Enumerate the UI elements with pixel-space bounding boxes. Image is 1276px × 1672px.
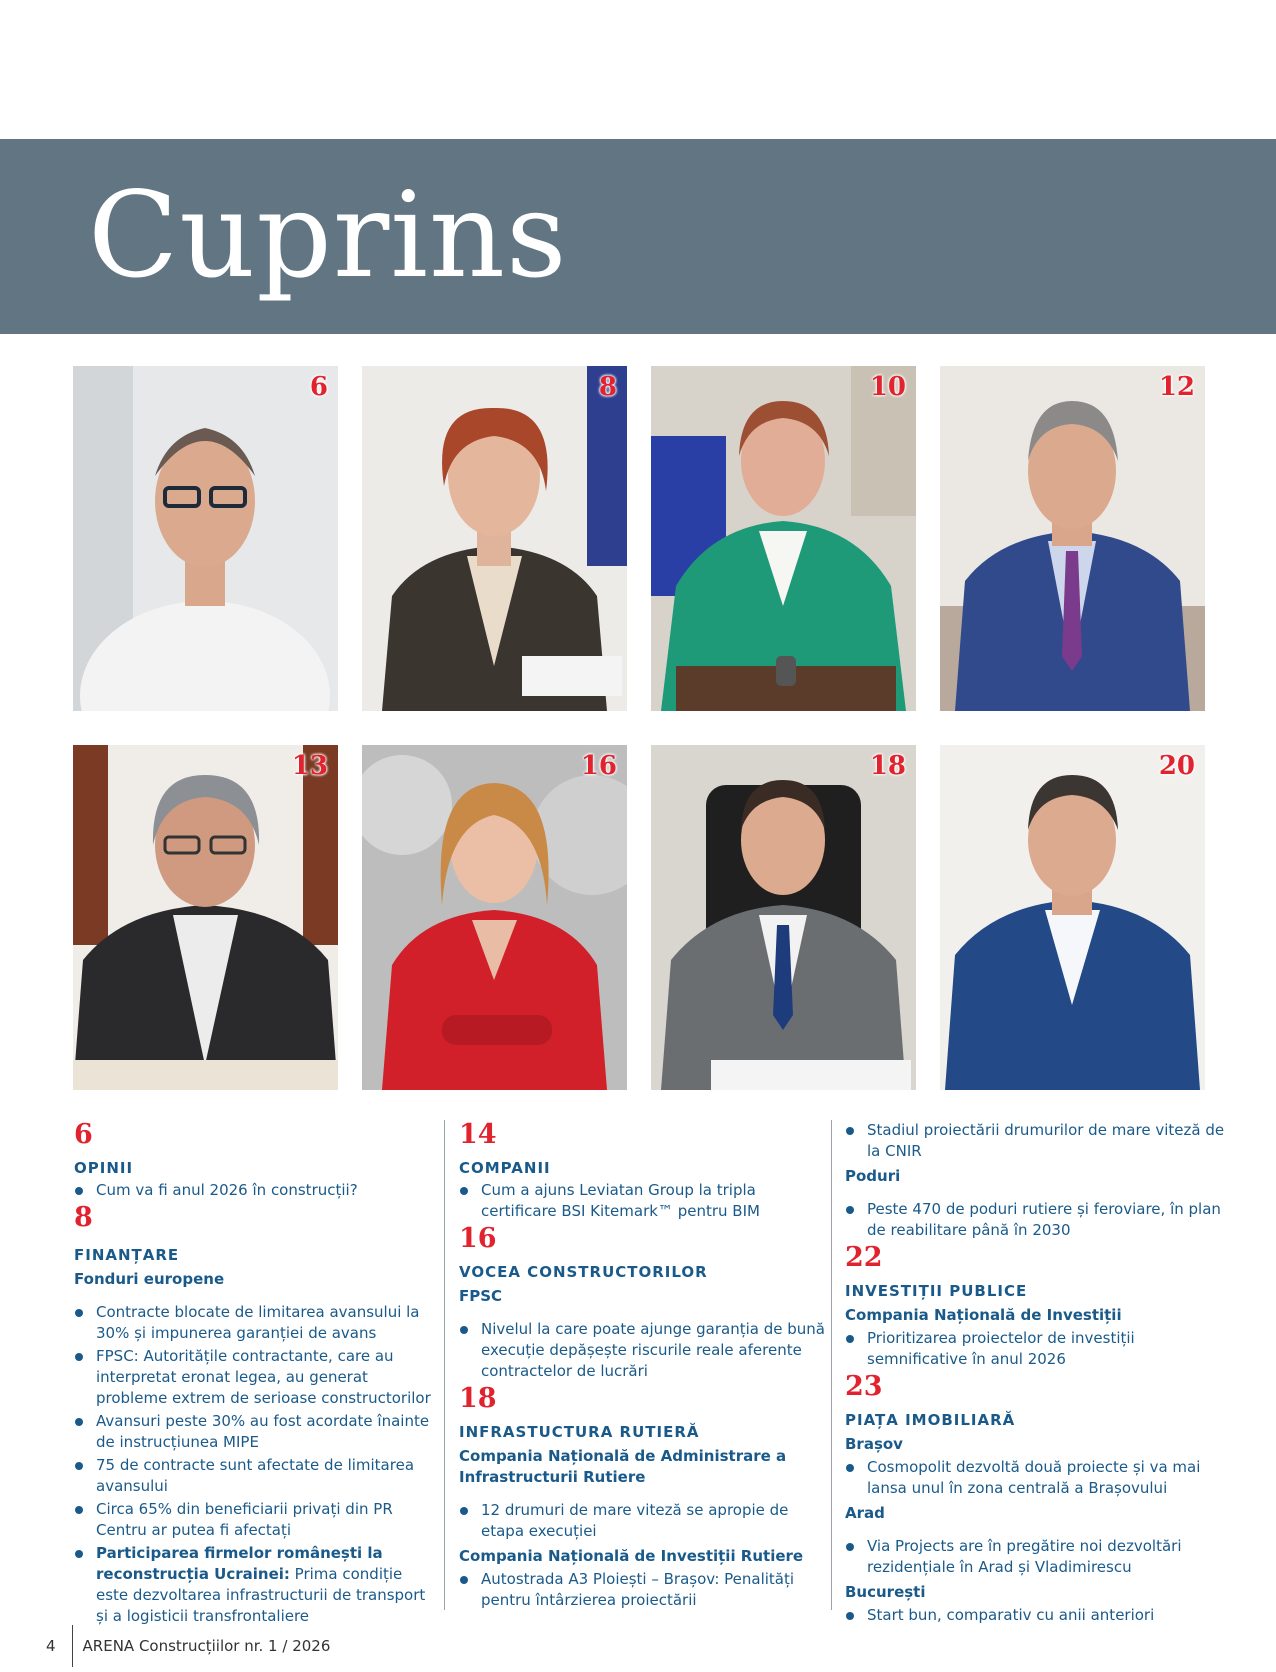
toc-column-1: [74, 1118, 434, 1627]
toc-entry[interactable]: Stadiul proiectării drumurilor de mare viteză de la CNIR: [845, 1120, 1225, 1162]
toc-entry[interactable]: 75 de contracte sunt afectate de limitarea avansului: [74, 1455, 434, 1497]
subsection-title: Compania Națională de Investiții Rutiere: [459, 1547, 804, 1565]
photo-page-number: 13: [291, 751, 328, 781]
title-banner: [0, 139, 1276, 334]
toc-entry[interactable]: Cum va fi anul 2026 în construcții?: [74, 1180, 434, 1201]
photo-page-number: 6: [309, 372, 328, 402]
portrait-photo-1[interactable]: [73, 366, 338, 711]
section-page-number: 16: [459, 1223, 497, 1254]
portrait-photo-3[interactable]: [651, 366, 916, 711]
portrait-image: [362, 745, 627, 1090]
photo-page-number: 12: [1158, 372, 1195, 402]
photo-page-number: 20: [1158, 751, 1195, 781]
section-title[interactable]: PIAȚA IMOBILIARĂ: [845, 1411, 1016, 1429]
section-title[interactable]: INFRASTUCTURA RUTIERĂ: [459, 1423, 700, 1441]
toc-entry[interactable]: Prioritizarea proiectelor de investiții semnificative în anul 2026: [845, 1328, 1225, 1370]
portrait-photo-4[interactable]: [940, 366, 1205, 711]
section-page-number: 14: [459, 1119, 497, 1150]
portrait-image: [651, 745, 916, 1090]
portrait-photo-8[interactable]: [940, 745, 1205, 1090]
toc-entry-text: Prima condiție este dezvoltarea infrastructurii de transport și a logisticii transfrontaliere: [96, 1565, 426, 1625]
portrait-image: [73, 366, 338, 711]
subsection-title: Arad: [845, 1504, 885, 1522]
section-page-number: 23: [845, 1371, 883, 1402]
subsection-title: FPSC: [459, 1287, 503, 1305]
section-page-number: 8: [74, 1202, 93, 1233]
page-title: Cuprins: [88, 166, 568, 304]
subsection-title: Brașov: [845, 1435, 903, 1453]
toc-entry[interactable]: Peste 470 de poduri rutiere și feroviare, în plan de reabilitare până în 2030: [845, 1199, 1225, 1241]
toc-entry[interactable]: 12 drumuri de mare viteză se apropie de etapa execuției: [459, 1500, 829, 1542]
column-divider: [444, 1120, 445, 1610]
toc-entry[interactable]: Nivelul la care poate ajunge garanția de bună execuție depășește riscurile reale aferente contractelor de lucrări: [459, 1319, 829, 1382]
section-title[interactable]: FINANȚARE: [74, 1246, 180, 1264]
portrait-image: [73, 745, 338, 1090]
magazine-issue: ARENA Construcțiilor nr. 1 / 2026: [82, 1637, 331, 1655]
section-title[interactable]: VOCEA CONSTRUCTORILOR: [459, 1263, 708, 1281]
portrait-image: [651, 366, 916, 711]
toc-entry[interactable]: Avansuri peste 30% au fost acordate înainte de instrucțiunea MIPE: [74, 1411, 434, 1453]
section-page-number: 18: [459, 1383, 497, 1414]
subsection-title: Compania Națională de Administrare a Infrastructurii Rutiere: [459, 1447, 787, 1486]
portrait-image: [940, 366, 1205, 711]
subsection-title: Fonduri europene: [74, 1270, 225, 1288]
portrait-photo-5[interactable]: [73, 745, 338, 1090]
toc-column-2: [459, 1118, 829, 1611]
portrait-image: [362, 366, 627, 711]
toc-entry[interactable]: Cum a ajuns Leviatan Group la tripla certificare BSI Kitemark™ pentru BIM: [459, 1180, 829, 1222]
photo-page-number: 16: [580, 751, 617, 781]
section-page-number: 22: [845, 1242, 883, 1273]
portrait-image: [940, 745, 1205, 1090]
toc-entry[interactable]: Circa 65% din beneficiarii privați din PR Centru ar putea fi afectați: [74, 1499, 434, 1541]
toc-entry[interactable]: Autostrada A3 Ploiești – Brașov: Penalități pentru întârzierea proiectării: [459, 1569, 829, 1611]
portrait-photo-7[interactable]: [651, 745, 916, 1090]
toc-entry[interactable]: Cosmopolit dezvoltă două proiecte și va mai lansa unul în zona centrală a Brașovului: [845, 1457, 1225, 1499]
footer-divider: [72, 1625, 73, 1667]
section-title[interactable]: COMPANII: [459, 1159, 551, 1177]
toc-entry[interactable]: Start bun, comparativ cu anii anteriori: [845, 1605, 1225, 1626]
toc-entry[interactable]: [74, 1543, 434, 1627]
toc-entry[interactable]: FPSC: Autoritățile contractante, care au interpretat eronat legea, au generat probleme extrem de serioase constructorilor: [74, 1346, 434, 1409]
photo-page-number: 8: [598, 372, 617, 402]
toc-column-3: [845, 1118, 1225, 1626]
section-page-number: 6: [74, 1119, 93, 1150]
subsection-title: București: [845, 1583, 926, 1601]
photo-page-number: 18: [869, 751, 906, 781]
column-divider: [831, 1120, 832, 1610]
portrait-photo-6[interactable]: [362, 745, 627, 1090]
toc-entry[interactable]: Contracte blocate de limitarea avansului la 30% și impunerea garanției de avans: [74, 1302, 434, 1344]
photo-page-number: 10: [869, 372, 906, 402]
section-title[interactable]: INVESTIȚII PUBLICE: [845, 1282, 1028, 1300]
portrait-photo-2[interactable]: [362, 366, 627, 711]
toc-entry[interactable]: Via Projects are în pregătire noi dezvoltări rezidențiale în Arad și Vladimirescu: [845, 1536, 1225, 1578]
subsection-title: Compania Națională de Investiții: [845, 1306, 1122, 1324]
section-title[interactable]: OPINII: [74, 1159, 134, 1177]
toc-entry-bold: Participarea firmelor românești la reconstrucția Ucrainei:: [96, 1544, 383, 1583]
subsection-title: Poduri: [845, 1167, 901, 1185]
page-number: 4: [46, 1637, 56, 1655]
page-footer: [46, 1625, 330, 1667]
